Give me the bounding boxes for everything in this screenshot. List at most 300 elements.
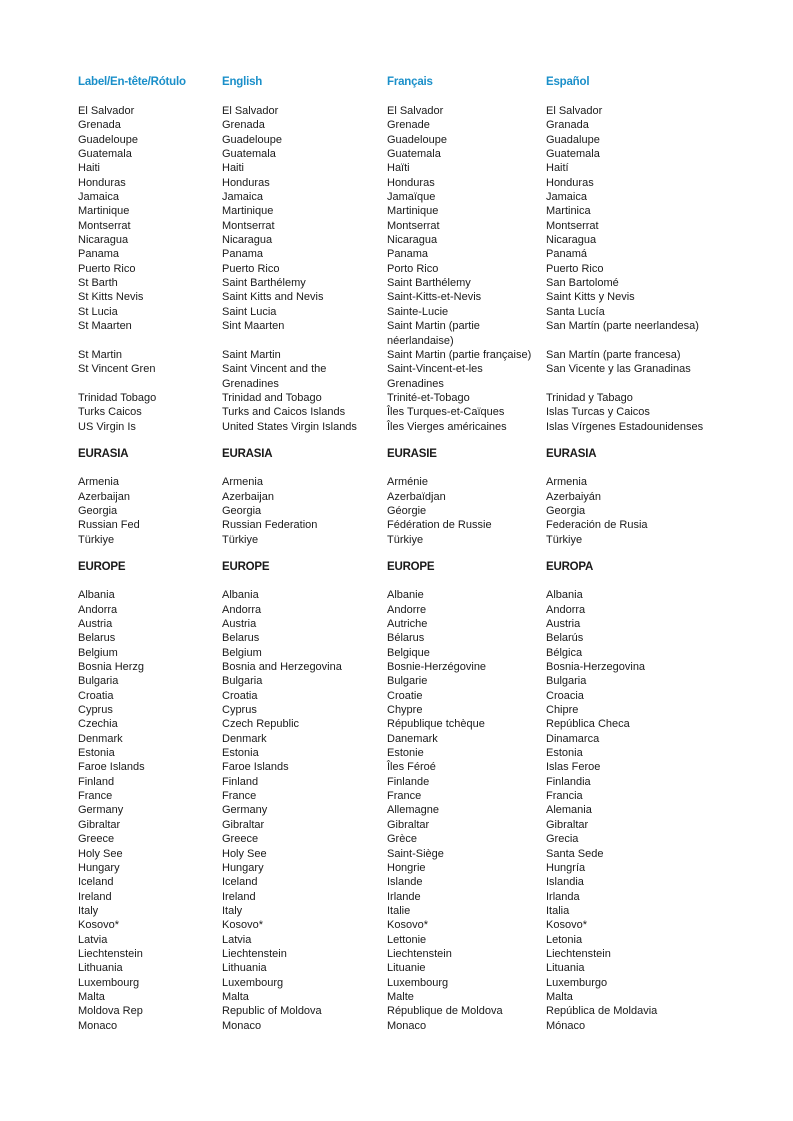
cell-francais: Irlande — [387, 890, 421, 903]
cell-espanol: Granada — [546, 119, 589, 132]
cell-label: Guatemala — [78, 148, 132, 161]
table-row — [78, 603, 778, 617]
cell-francais: El Salvador — [387, 105, 444, 117]
region-heading-row — [78, 547, 778, 588]
cell-english: Croatia — [222, 689, 258, 702]
cell-francais: Arménie — [387, 476, 428, 489]
cell-francais: Bélarus — [387, 632, 425, 645]
cell-label: Türkiye — [78, 533, 115, 546]
table-body — [78, 104, 778, 1033]
cell-francais: Porto Rico — [387, 262, 439, 275]
cell-espanol: Luxemburgo — [546, 976, 608, 989]
cell-espanol: Italia — [546, 904, 570, 917]
cell-espanol: Andorra — [546, 603, 586, 616]
cell-english: Jamaica — [222, 191, 263, 204]
cell-english: Haiti — [222, 162, 245, 175]
cell-label: St Martin — [78, 348, 123, 361]
cell-label: Lithuania — [78, 962, 123, 975]
cell-francais: Albanie — [387, 589, 424, 602]
cell-espanol: Haití — [546, 162, 569, 175]
cell-label: Albania — [78, 589, 115, 602]
cell-english: Ireland — [222, 890, 256, 903]
cell-francais: Belgique — [387, 646, 430, 659]
cell-label: Malta — [78, 990, 105, 1003]
cell-espanol: Bélgica — [546, 646, 583, 659]
table-row — [78, 861, 778, 875]
cell-espanol: Bosnia-Herzegovina — [546, 661, 646, 674]
cell-francais: Allemagne — [387, 804, 439, 817]
cell-label: Iceland — [78, 876, 114, 889]
header-francais: Français — [387, 76, 433, 88]
region-heading-english: EUROPE — [222, 560, 270, 573]
cell-espanol: Martinica — [546, 205, 591, 218]
cell-espanol: Albania — [546, 589, 583, 602]
cell-espanol: Panamá — [546, 248, 587, 261]
cell-francais: Îles Féroé — [387, 761, 436, 774]
table-row — [78, 918, 778, 932]
cell-francais: Saint Martin (partie française) — [387, 348, 532, 361]
cell-english: Georgia — [222, 504, 262, 517]
cell-label: Luxembourg — [78, 976, 140, 989]
cell-label: Austria — [78, 618, 113, 630]
table-row — [78, 204, 778, 218]
cell-francais: République tchèque — [387, 718, 485, 731]
cell-english: Albania — [222, 589, 259, 602]
cell-label: Andorra — [78, 603, 118, 616]
cell-francais: Haïti — [387, 162, 410, 175]
table-row — [78, 405, 778, 419]
cell-label: Hungary — [78, 861, 120, 874]
cell-english: Saint Kitts and Nevis — [222, 291, 324, 304]
cell-english: Iceland — [222, 876, 258, 889]
cell-label: Trinidad Tobago — [78, 391, 157, 404]
cell-francais: Türkiye — [387, 533, 424, 546]
cell-francais: Chypre — [387, 704, 423, 717]
cell-english: Guadeloupe — [222, 133, 282, 146]
cell-espanol: Irlanda — [546, 890, 580, 903]
cell-english: Sint Maarten — [222, 320, 285, 333]
table-row — [78, 933, 778, 947]
table-row — [78, 533, 778, 547]
cell-label: Belgium — [78, 646, 118, 659]
cell-espanol: Islas Vírgenes Estadounidenses — [546, 420, 704, 433]
cell-espanol: San Bartolomé — [546, 277, 619, 290]
cell-english: Denmark — [222, 732, 267, 745]
cell-francais: Andorre — [387, 603, 427, 616]
cell-label: Armenia — [78, 476, 119, 489]
cell-label: St Lucia — [78, 305, 118, 318]
cell-francais: Monaco — [387, 1019, 427, 1032]
cell-espanol: Bulgaria — [546, 675, 587, 688]
table-row — [78, 490, 778, 504]
table-row — [78, 674, 778, 688]
cell-espanol: Saint Kitts y Nevis — [546, 291, 635, 304]
cell-francais: Grenade — [387, 119, 430, 132]
table-row — [78, 319, 778, 348]
cell-espanol: Liechtenstein — [546, 947, 611, 960]
cell-english: Gibraltar — [222, 818, 265, 831]
cell-espanol: Hungría — [546, 861, 586, 874]
cell-label: Puerto Rico — [78, 262, 136, 275]
cell-english: Martinique — [222, 205, 274, 218]
cell-english: Saint Lucia — [222, 305, 277, 318]
cell-label: Latvia — [78, 933, 108, 946]
table-row — [78, 976, 778, 990]
cell-label: Gibraltar — [78, 818, 121, 831]
cell-english: Austria — [222, 618, 257, 630]
region-heading-espanol: EURASIA — [546, 447, 597, 460]
cell-label: Bulgaria — [78, 675, 119, 688]
cell-english: Trinidad and Tobago — [222, 391, 322, 404]
cell-label: St Barth — [78, 277, 118, 290]
cell-english: Turks and Caicos Islands — [222, 406, 346, 419]
table-row — [78, 732, 778, 746]
table-row — [78, 348, 778, 362]
cell-label: Ireland — [78, 890, 112, 903]
table-row — [78, 890, 778, 904]
cell-espanol: República Checa — [546, 718, 630, 731]
cell-francais: Azerbaïdjan — [387, 490, 446, 503]
cell-espanol: Trinidad y Tabago — [546, 391, 633, 404]
table-row — [78, 832, 778, 846]
cell-francais: Islande — [387, 876, 423, 889]
cell-francais: Martinique — [387, 205, 439, 218]
cell-espanol: Guadalupe — [546, 133, 600, 146]
cell-english: Greece — [222, 833, 259, 846]
cell-espanol: Austria — [546, 618, 581, 630]
cell-espanol: Montserrat — [546, 219, 599, 232]
table-row — [78, 391, 778, 405]
cell-label: Kosovo* — [78, 919, 119, 932]
cell-espanol: Georgia — [546, 504, 586, 517]
cell-label: France — [78, 790, 113, 803]
cell-label: Panama — [78, 248, 119, 261]
cell-english: Kosovo* — [222, 919, 263, 932]
cell-espanol: Malta — [546, 990, 573, 1003]
cell-espanol: Azerbaiyán — [546, 490, 602, 503]
cell-english: Bosnia and Herzegovina — [222, 661, 342, 674]
cell-francais: Italie — [387, 904, 411, 917]
table-row — [78, 760, 778, 774]
cell-espanol: Chipre — [546, 704, 579, 717]
cell-label: Guadeloupe — [78, 133, 138, 146]
table-row — [78, 475, 778, 489]
cell-english: Panama — [222, 248, 263, 261]
cell-label: St Kitts Nevis — [78, 291, 144, 304]
table-row — [78, 660, 778, 674]
table-row — [78, 219, 778, 233]
cell-label: Cyprus — [78, 704, 113, 717]
cell-francais: Danemark — [387, 732, 438, 745]
cell-english: Latvia — [222, 933, 252, 946]
cell-francais: Saint Martin (partie néerlandaise) — [387, 320, 480, 347]
region-heading-francais: EUROPE — [387, 560, 435, 573]
cell-francais: Kosovo* — [387, 919, 428, 932]
cell-label: Azerbaijan — [78, 490, 130, 503]
cell-label: Grenada — [78, 119, 121, 132]
cell-espanol: Islandia — [546, 876, 584, 889]
cell-label: Germany — [78, 804, 124, 817]
cell-english: United States Virgin Islands — [222, 420, 357, 433]
cell-english: Luxembourg — [222, 976, 284, 989]
cell-espanol: Türkiye — [546, 533, 583, 546]
table-row — [78, 305, 778, 319]
table-row — [78, 518, 778, 532]
cell-francais: Grèce — [387, 833, 417, 846]
cell-espanol: Puerto Rico — [546, 262, 604, 275]
cell-espanol: Gibraltar — [546, 818, 589, 831]
cell-francais: Saint-Siège — [387, 847, 444, 860]
cell-label: Bosnia Herzg — [78, 661, 145, 674]
cell-english: Finland — [222, 775, 259, 788]
table-row — [78, 247, 778, 261]
cell-english: Türkiye — [222, 533, 259, 546]
cell-francais: Saint-Vincent-et-les Grenadines — [387, 363, 483, 390]
cell-label: Finland — [78, 775, 115, 788]
cell-label: US Virgin Is — [78, 420, 136, 433]
cell-english: Republic of Moldova — [222, 1005, 322, 1018]
cell-english: Monaco — [222, 1019, 262, 1032]
cell-label: Holy See — [78, 847, 123, 860]
cell-label: Faroe Islands — [78, 761, 145, 774]
table-row — [78, 775, 778, 789]
cell-english: Saint Martin — [222, 348, 281, 361]
table-row — [78, 904, 778, 918]
cell-english: Faroe Islands — [222, 761, 289, 774]
cell-espanol: San Vicente y las Granadinas — [546, 363, 691, 376]
cell-label: Belarus — [78, 632, 116, 645]
cell-espanol: República de Moldavia — [546, 1005, 658, 1018]
cell-francais: Autriche — [387, 618, 428, 630]
cell-english: Belarus — [222, 632, 260, 645]
cell-francais: Panama — [387, 248, 428, 261]
cell-espanol: Finlandia — [546, 775, 591, 788]
cell-english: Lithuania — [222, 962, 267, 975]
cell-english: Nicaragua — [222, 234, 273, 247]
cell-francais: Liechtenstein — [387, 947, 452, 960]
cell-english: Holy See — [222, 847, 267, 860]
cell-espanol: Armenia — [546, 476, 587, 489]
cell-espanol: Belarús — [546, 632, 584, 645]
country-label-table-page — [78, 75, 778, 1033]
cell-espanol: Islas Turcas y Caicos — [546, 406, 650, 419]
cell-label: Croatia — [78, 689, 114, 702]
cell-espanol: Croacia — [546, 689, 584, 702]
cell-label: St Maarten — [78, 320, 132, 333]
table-row — [78, 646, 778, 660]
cell-espanol: San Martín (parte neerlandesa) — [546, 320, 699, 333]
table-row — [78, 847, 778, 861]
region-heading-label: EURASIA — [78, 447, 129, 460]
cell-english: Bulgaria — [222, 675, 263, 688]
cell-espanol: Honduras — [546, 176, 594, 189]
cell-francais: Lituanie — [387, 962, 426, 975]
cell-francais: République de Moldova — [387, 1005, 503, 1018]
cell-english: Azerbaijan — [222, 490, 274, 503]
cell-label: Moldova Rep — [78, 1005, 143, 1018]
cell-english: Czech Republic — [222, 718, 300, 731]
cell-english: Estonia — [222, 747, 259, 760]
cell-label: Estonia — [78, 747, 115, 760]
header-english: English — [222, 76, 263, 88]
cell-espanol: Santa Lucía — [546, 305, 605, 318]
cell-espanol: Grecia — [546, 833, 579, 846]
table-row — [78, 689, 778, 703]
cell-label: Italy — [78, 904, 99, 917]
cell-label: Montserrat — [78, 219, 131, 232]
cell-english: Saint Vincent and the Grenadines — [222, 363, 327, 390]
cell-label: Nicaragua — [78, 234, 129, 247]
cell-label: Martinique — [78, 205, 130, 218]
cell-espanol: El Salvador — [546, 105, 603, 117]
table-row — [78, 631, 778, 645]
cell-espanol: Letonia — [546, 933, 583, 946]
table-row — [78, 588, 778, 602]
cell-francais: Îles Vierges américaines — [387, 420, 507, 433]
cell-espanol: Lituania — [546, 962, 585, 975]
cell-espanol: Santa Sede — [546, 847, 604, 860]
header-label: Label/En-tête/Rótulo — [78, 76, 186, 88]
cell-espanol: Dinamarca — [546, 732, 600, 745]
cell-francais: Luxembourg — [387, 976, 449, 989]
cell-english: Belgium — [222, 646, 262, 659]
cell-espanol: Estonia — [546, 747, 583, 760]
cell-francais: Lettonie — [387, 933, 427, 946]
cell-english: Liechtenstein — [222, 947, 287, 960]
table-row — [78, 746, 778, 760]
cell-english: Puerto Rico — [222, 262, 280, 275]
cell-english: Russian Federation — [222, 519, 318, 532]
cell-francais: Îles Turques-et-Caïques — [387, 406, 505, 419]
table-row — [78, 703, 778, 717]
cell-english: Montserrat — [222, 219, 275, 232]
region-heading-row — [78, 434, 778, 475]
cell-label: Turks Caicos — [78, 406, 142, 419]
table-row — [78, 504, 778, 518]
region-heading-francais: EURASIE — [387, 447, 437, 460]
cell-francais: Croatie — [387, 689, 423, 702]
table-row — [78, 420, 778, 434]
table-row — [78, 262, 778, 276]
cell-label: Czechia — [78, 718, 118, 731]
cell-label: Jamaica — [78, 191, 119, 204]
cell-francais: Montserrat — [387, 219, 440, 232]
table-row — [78, 1019, 778, 1033]
table-row — [78, 133, 778, 147]
cell-espanol: San Martín (parte francesa) — [546, 348, 681, 361]
cell-english: Honduras — [222, 176, 270, 189]
cell-english: France — [222, 790, 257, 803]
cell-espanol: Mónaco — [546, 1019, 586, 1032]
region-heading-english: EURASIA — [222, 447, 273, 460]
cell-francais: Saint-Kitts-et-Nevis — [387, 291, 482, 304]
cell-francais: Malte — [387, 990, 414, 1003]
cell-francais: Jamaïque — [387, 191, 436, 204]
table-row — [78, 290, 778, 304]
table-row — [78, 233, 778, 247]
cell-francais: Bulgarie — [387, 675, 428, 688]
cell-label: Russian Fed — [78, 519, 140, 532]
cell-espanol: Jamaica — [546, 191, 587, 204]
table-row — [78, 190, 778, 204]
cell-english: Grenada — [222, 119, 265, 132]
cell-francais: France — [387, 790, 422, 803]
cell-label: Liechtenstein — [78, 947, 143, 960]
cell-label: Haiti — [78, 162, 101, 175]
cell-english: Malta — [222, 990, 249, 1003]
cell-francais: Trinité-et-Tobago — [387, 391, 470, 404]
table-header — [78, 75, 778, 104]
table-row — [78, 104, 778, 118]
cell-francais: Finlande — [387, 775, 430, 788]
cell-espanol: Guatemala — [546, 148, 600, 161]
cell-english: Armenia — [222, 476, 263, 489]
cell-francais: Saint Barthélemy — [387, 277, 471, 290]
table-row — [78, 818, 778, 832]
cell-francais: Sainte-Lucie — [387, 305, 449, 318]
cell-label: Georgia — [78, 504, 118, 517]
cell-english: Andorra — [222, 603, 262, 616]
table-row — [78, 990, 778, 1004]
table-row — [78, 803, 778, 817]
cell-espanol: Federación de Rusia — [546, 519, 648, 532]
cell-espanol: Islas Feroe — [546, 761, 601, 774]
cell-francais: Gibraltar — [387, 818, 430, 831]
cell-english: Cyprus — [222, 704, 257, 717]
table-row — [78, 789, 778, 803]
cell-francais: Guadeloupe — [387, 133, 447, 146]
cell-francais: Honduras — [387, 176, 435, 189]
cell-label: St Vincent Gren — [78, 363, 156, 376]
table-row — [78, 875, 778, 889]
cell-francais: Bosnie-Herzégovine — [387, 661, 487, 674]
table-row — [78, 617, 778, 631]
cell-label: El Salvador — [78, 105, 135, 117]
table-row — [78, 947, 778, 961]
table-row — [78, 176, 778, 190]
cell-english: Italy — [222, 904, 243, 917]
table-row — [78, 961, 778, 975]
table-row — [78, 118, 778, 132]
cell-label: Greece — [78, 833, 115, 846]
country-label-table — [78, 75, 778, 1033]
cell-english: Germany — [222, 804, 268, 817]
table-row — [78, 362, 778, 391]
header-espanol: Español — [546, 76, 590, 88]
table-row — [78, 147, 778, 161]
cell-francais: Géorgie — [387, 504, 427, 517]
cell-espanol: Kosovo* — [546, 919, 587, 932]
cell-english: Guatemala — [222, 148, 276, 161]
cell-francais: Nicaragua — [387, 234, 438, 247]
cell-francais: Hongrie — [387, 861, 426, 874]
cell-english: Saint Barthélemy — [222, 277, 306, 290]
cell-label: Honduras — [78, 176, 126, 189]
table-row — [78, 717, 778, 731]
cell-english: Hungary — [222, 861, 264, 874]
cell-espanol: Nicaragua — [546, 234, 597, 247]
cell-label: Denmark — [78, 732, 123, 745]
region-heading-label: EUROPE — [78, 560, 126, 573]
cell-espanol: Francia — [546, 790, 583, 803]
table-row — [78, 276, 778, 290]
region-heading-espanol: EUROPA — [546, 560, 594, 573]
table-row — [78, 1004, 778, 1018]
table-row — [78, 161, 778, 175]
cell-francais: Estonie — [387, 747, 424, 760]
cell-english: El Salvador — [222, 105, 279, 117]
cell-francais: Fédération de Russie — [387, 519, 492, 532]
